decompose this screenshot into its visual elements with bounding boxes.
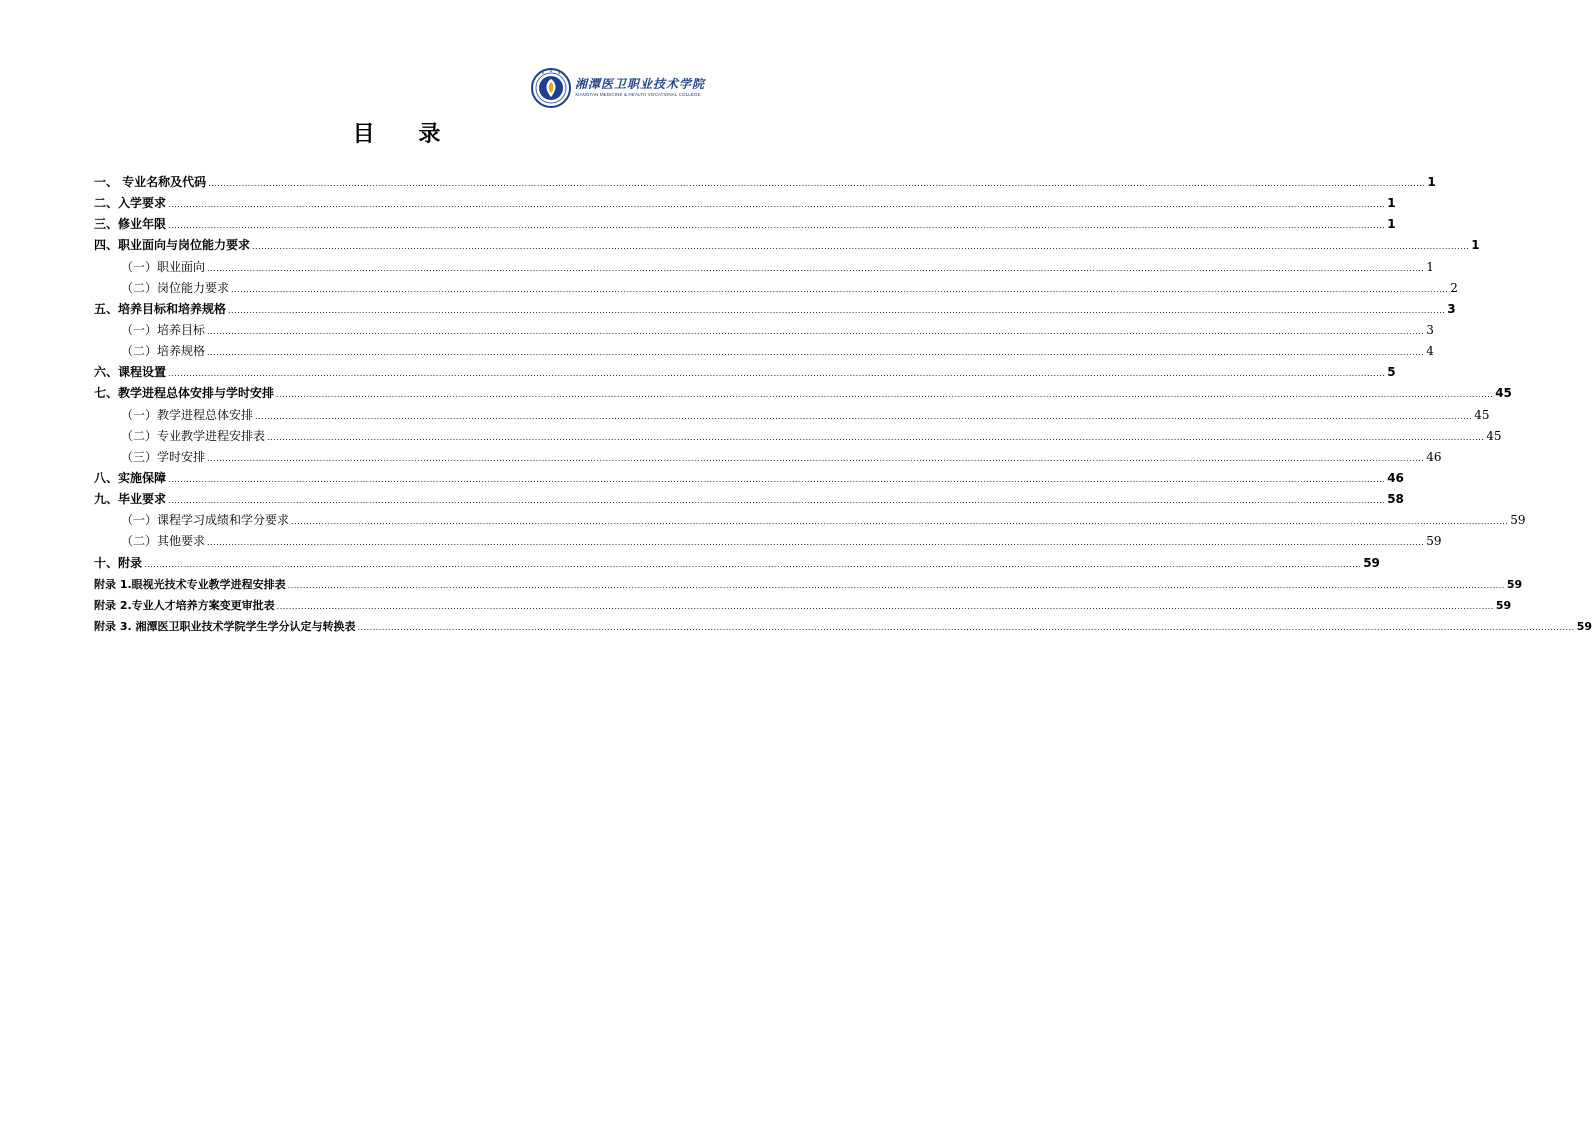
toc-entry-title: （二）培养规格 [121,344,206,359]
college-seal-icon [531,68,571,108]
toc-entry-page-number: 2 [1450,280,1458,295]
toc-entry-title: （二）其他要求 [121,534,206,549]
logo-chinese-name: 湘潭医卫职业技术学院 [575,77,706,92]
toc-entry[interactable] [94,320,1434,341]
toc-entry-title: 三、修业年限 [94,217,167,232]
toc-entry-title: （二）岗位能力要求 [121,280,230,295]
toc-dot-leader: ................................................................................................................................................................................................................................................................................................................................................................................................................ [267,432,1485,442]
toc-entry-title: 七、教学进程总体安排与学时安排 [94,386,275,401]
toc-entry[interactable] [94,341,1434,362]
toc-dot-leader: ................................................................................................................................................................................................................................................................................................................................................................................................................ [207,263,1425,273]
toc-dot-leader: ................................................................................................................................................................................................................................................................................................................................................................................................................ [168,496,1386,506]
toc-entry-page-number: 45 [1474,407,1490,422]
toc-dot-leader: ................................................................................................................................................................................................................................................................................................................................................................................................................ [207,326,1425,336]
toc-entry-page-number: 45 [1486,428,1502,443]
toc-entry[interactable] [94,531,1442,552]
toc-dot-leader: ................................................................................................................................................................................................................................................................................................................................................................................................................ [291,517,1509,527]
toc-entry[interactable] [94,172,1436,193]
toc-entry-title: 四、职业面向与岗位能力要求 [94,238,251,253]
toc-entry-title: 附录 2.专业人才培养方案变更审批表 [94,598,275,612]
toc-entry-title: 九、毕业要求 [94,492,167,507]
toc-entry[interactable] [94,553,1380,574]
toc-entry[interactable] [94,193,1396,214]
toc-dot-leader: ................................................................................................................................................................................................................................................................................................................................................................................................................ [168,369,1386,379]
toc-entry-page-number: 45 [1495,386,1512,401]
toc-entry-page-number: 5 [1387,365,1396,380]
toc-entry-page-number: 58 [1387,492,1404,507]
toc-dot-leader: ................................................................................................................................................................................................................................................................................................................................................................................................................ [207,538,1425,548]
toc-entry[interactable] [94,278,1458,299]
toc-entry-title: 附录 3. 湘潭医卫职业技术学院学生学分认定与转换表 [94,619,356,633]
toc-entry[interactable] [94,489,1404,510]
toc-dot-leader: ................................................................................................................................................................................................................................................................................................................................................................................................................ [208,179,1426,188]
toc-dot-leader: ................................................................................................................................................................................................................................................................................................................................................................................................................ [168,221,1386,231]
toc-entry[interactable] [94,214,1396,235]
toc-entry-page-number: 59 [1576,619,1592,633]
toc-dot-leader: ................................................................................................................................................................................................................................................................................................................................................................................................................ [168,474,1386,484]
toc-entry[interactable] [94,616,1592,637]
toc-entry-page-number: 59 [1510,513,1526,528]
toc-entry-title: （一）职业面向 [121,259,206,274]
toc-entry[interactable] [94,362,1396,383]
toc-entry[interactable] [94,595,1512,616]
toc-entry-page-number: 59 [1363,555,1380,570]
page-title: 目 录 [352,122,459,147]
toc-entry-page-number: 4 [1426,344,1434,359]
toc-entry-page-number: 3 [1426,322,1434,337]
toc-entry-title: 附录 1.眼视光技术专业教学进程安排表 [94,577,286,591]
toc-dot-leader: ................................................................................................................................................................................................................................................................................................................................................................................................................ [228,305,1446,315]
toc-entry[interactable] [94,574,1523,595]
toc-dot-leader: ................................................................................................................................................................................................................................................................................................................................................................................................................ [207,453,1425,463]
toc-entry-page-number: 1 [1387,196,1396,211]
toc-entry-page-number: 1 [1426,259,1434,274]
toc-entry-title: 五、培养目标和培养规格 [94,301,227,316]
toc-entry-title: 十、附录 [94,555,143,570]
toc-entry-page-number: 59 [1426,534,1442,549]
toc-dot-leader: ................................................................................................................................................................................................................................................................................................................................................................................................................ [357,622,1575,632]
toc-entry-page-number: 59 [1506,577,1523,591]
toc-entry[interactable] [94,510,1526,531]
toc-dot-leader: ................................................................................................................................................................................................................................................................................................................................................................................................................ [276,601,1494,611]
toc-entry-title: 一、 专业名称及代码 [94,175,207,189]
toc-entry-title: 二、入学要求 [94,196,167,211]
toc-entry[interactable] [94,468,1404,489]
toc-entry-page-number: 3 [1447,301,1456,316]
toc-entry-title: （一）教学进程总体安排 [121,407,254,422]
toc-entry-title: （一）培养目标 [121,322,206,337]
logo-english-name: XIANGTAN MEDICINE & HEALTH VOCATIONAL COLLEGE [575,92,701,98]
toc-entry[interactable] [94,383,1512,404]
toc-entry[interactable] [94,426,1502,447]
toc-dot-leader: ................................................................................................................................................................................................................................................................................................................................................................................................................ [255,411,1473,421]
toc-entry-title: （三）学时安排 [121,449,206,464]
toc-entry-title: 六、课程设置 [94,365,167,380]
toc-entry[interactable] [94,447,1442,468]
toc-dot-leader: ................................................................................................................................................................................................................................................................................................................................................................................................................ [252,242,1470,252]
toc-entry[interactable] [94,235,1480,256]
toc-entry[interactable] [94,405,1490,426]
toc-entry-page-number: 46 [1426,449,1442,464]
table-of-contents [94,172,1592,637]
toc-dot-leader: ................................................................................................................................................................................................................................................................................................................................................................................................................ [276,390,1494,400]
toc-entry-page-number: 1 [1387,217,1396,232]
toc-entry-page-number: 59 [1495,598,1512,612]
toc-dot-leader: ................................................................................................................................................................................................................................................................................................................................................................................................................ [231,284,1449,294]
toc-dot-leader: ................................................................................................................................................................................................................................................................................................................................................................................................................ [168,200,1386,210]
college-logo [531,68,706,108]
toc-dot-leader: ................................................................................................................................................................................................................................................................................................................................................................................................................ [287,580,1505,590]
toc-entry-title: （一）课程学习成绩和学分要求 [121,513,290,528]
toc-entry-page-number: 1 [1427,175,1436,189]
toc-dot-leader: ................................................................................................................................................................................................................................................................................................................................................................................................................ [144,559,1362,569]
toc-entry[interactable] [94,299,1456,320]
toc-entry[interactable] [94,257,1434,278]
toc-dot-leader: ................................................................................................................................................................................................................................................................................................................................................................................................................ [207,348,1425,358]
toc-entry-page-number: 1 [1471,238,1480,253]
toc-entry-page-number: 46 [1387,470,1404,485]
toc-entry-title: 八、实施保障 [94,470,167,485]
toc-entry-title: （二）专业教学进程安排表 [121,428,266,443]
